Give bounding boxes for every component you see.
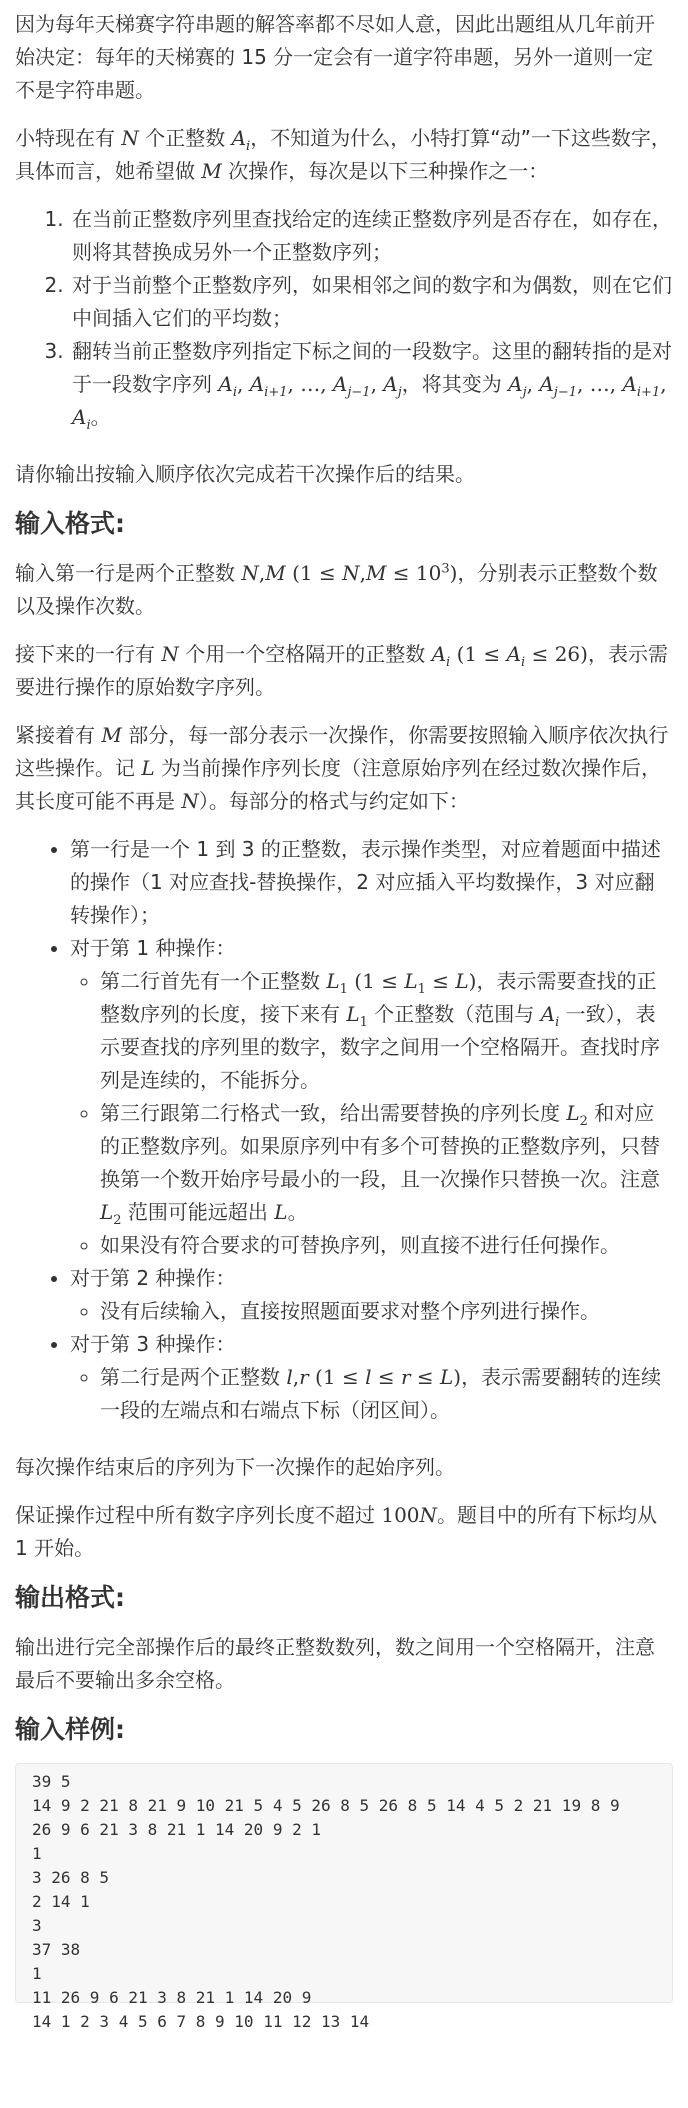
sample-input-heading: 输入样例: [15, 1715, 125, 1744]
math-M: M [201, 159, 222, 183]
output-format-heading: 输出格式: [15, 1583, 125, 1612]
bullet-operation-type: • 第一行是一个 1 到 3 的正整数，表示操作类型，对应着题面中描述的操作（1 对应查找-替换操作，2 对应插入平均数操作，3 对应翻转操作）； [70, 833, 673, 932]
operation-2-detail: ◦ 没有后续输入，直接按照题面要求对整个序列进行操作。 [100, 1295, 673, 1328]
math-100N: 100N [381, 1503, 438, 1527]
math-L: L [274, 1200, 288, 1224]
operation-1-sublist [70, 965, 673, 1262]
math-L1-constraint: $L_1$ $(1 \le L_1 \le L)$ [326, 969, 477, 997]
math-A-i: $A_i$ [231, 126, 251, 154]
input-format-heading: 输入格式: [15, 509, 125, 538]
input-format-paragraph-2: 接下来的一行有 N 个用一个空格隔开的正整数 $A_i$ $(1 \le A_i \le 26)$，表示需要进行操作的原始数字序列。 [15, 642, 668, 699]
operation-1-line-2: ◦ 第二行首先有一个正整数 $L_1$ $(1 \le L_1 \le L)$，表示需要查找的正整数序列的长度，接下来有 $L_1$ 个正整数（范围与 $A_i$ 一致），表示要查找的序列里的数字，数字之间用一个空格隔开。查找时序列是连续的，不能拆分。 [100, 965, 673, 1097]
intro-paragraph-2: 小特现在有 N 个正整数 $A_i$，不知道为什么，小特打算“动”一下这些数字，具体而言，她希望做 M 次操作，每次是以下三种操作之一： [15, 126, 671, 183]
intro-paragraph-1: 因为每年天梯赛字符串题的解答率都不尽如人意，因此出题组从几年前开始决定：每年的天梯赛的 15 分一定会有一道字符串题，另外一道则一定不是字符串题。 [15, 12, 655, 102]
math-N: N [181, 789, 199, 813]
sample-input-code-block[interactable]: 39 5 14 9 2 21 8 21 9 10 21 5 4 5 26 8 5 26 8 5 14 4 5 2 21 19 8 9 26 9 6 21 3 8 21 1 14 20 9 2 1 1 3 26 8 5 2 14 1 3 37 38 1 11 26 9 6 21 3 8 21 1 14 20 9 14 1 2 3 4 5 6 7 8 9 10 11 12 13 14 [15, 1763, 673, 2003]
operation-3: 3. 翻转当前正整数序列指定下标之间的一段数字。这里的翻转指的是对于一段数字序列 $A_i$, $A_{i+1}$, …, $A_{j-1}$, $A_j$，将其变为 $A_j$, $A_{j-1}$, …, $A_{i+1}$, $A_i$。 [70, 335, 673, 434]
input-format-paragraph-1: 输入第一行是两个正整数 N,M $(1 \le N,M \le 10^3)$，分别表示正整数个数以及操作次数。 [15, 561, 658, 618]
bullet-operation-2: • 对于第 2 种操作： ◦ 没有后续输入，直接按照题面要求对整个序列进行操作。 [70, 1262, 673, 1328]
math-A-i-constraint: $A_i$ $(1 \le A_i \le 26)$ [431, 642, 588, 670]
operation-2: 2. 对于当前整个正整数序列，如果相邻之间的数字和为偶数，则在它们中间插入它们的平均数； [70, 269, 673, 335]
math-N: N [161, 642, 179, 666]
operation-1: 1. 在当前正整数序列里查找给定的连续正整数序列是否存在，如存在，则将其替换成另外一个正整数序列； [70, 203, 673, 269]
math-l-r-constraint: l,r (1 ≤ l ≤ r ≤ L) [286, 1365, 462, 1389]
bullet-operation-3: • 对于第 3 种操作： ◦ 第二行是两个正整数 l,r (1 ≤ l ≤ r ≤ L)，表示需要翻转的连续一段的左端点和右端点下标（闭区间）。 [70, 1328, 673, 1427]
operation-3-detail: ◦ 第二行是两个正整数 l,r (1 ≤ l ≤ r ≤ L)，表示需要翻转的连续一段的左端点和右端点下标（闭区间）。 [100, 1361, 673, 1427]
math-L1: $L_1$ [346, 1002, 368, 1030]
request-paragraph: 请你输出按输入顺序依次完成若干次操作后的结果。 [15, 462, 475, 486]
math-L2: $L_2$ [100, 1200, 122, 1228]
input-format-paragraph-4: 每次操作结束后的序列为下一次操作的起始序列。 [15, 1455, 455, 1479]
operation-3-sublist [70, 1361, 673, 1427]
input-format-paragraph-5: 保证操作过程中所有数字序列长度不超过 100N。题目中的所有下标均从 1 开始。 [15, 1503, 658, 1560]
input-format-paragraph-3: 紧接着有 M 部分，每一部分表示一次操作，你需要按照输入顺序依次执行这些操作。记 L 为当前操作序列长度（注意原始序列在经过数次操作后，其长度可能不再是 N）。每部分的格式与约定如下： [15, 723, 669, 813]
math-N: N [121, 126, 139, 150]
math-L: L [141, 756, 155, 780]
math-L2: $L_2$ [566, 1101, 588, 1129]
operation-1-line-3: ◦ 第三行跟第二行格式一致，给出需要替换的序列长度 $L_2$ 和对应的正整数序列。如果原序列中有多个可替换的正整数序列，只替换第一个数开始序号最小的一段，且一次操作只替换一次。注意 $L_2$ 范围可能远超出 L。 [100, 1097, 673, 1229]
bullet-operation-1: • 对于第 1 种操作： ◦ 第二行首先有一个正整数 $L_1$ $(1 \le L_1 \le L)$，表示需要查找的正整数序列的长度，接下来有 $L_1$ 个正整数（范围与 $A_i$ 一致），表示要查找的序列里的数字，数字之间用一个空格隔开。查找时序列是连续的，不能拆分。 ◦ 第三行跟第二行格式一致，给出需要替换的序列长度 $L_2$ 和对应的正整数序列。如果原序列中有多个可替换的正整数序列，只替换第一个数开始序号最小的一段，且一次操作只替换一次。注意 $L_2$ 范围可能远超出 L。 ◦ 如果没有符合要求的可替换序列，则直接不进行任何操作。 [70, 932, 673, 1262]
math-N-M-constraint: N,M $(1 \le N,M \le 10^3)$ [241, 561, 458, 585]
operation-1-no-match: ◦ 如果没有符合要求的可替换序列，则直接不进行任何操作。 [100, 1229, 673, 1262]
input-format-bullet-list [15, 833, 673, 1427]
math-M: M [101, 723, 122, 747]
operation-2-sublist [70, 1295, 673, 1328]
output-format-paragraph: 输出进行完全部操作后的最终正整数数列，数之间用一个空格隔开，注意最后不要输出多余空格。 [15, 1635, 655, 1692]
math-sequence-reversed: $A_j$, $A_{j-1}$, …, $A_{i+1}$, $A_i$ [72, 372, 667, 433]
math-sequence-forward: $A_i$, $A_{i+1}$, …, $A_{j-1}$, $A_j$ [218, 372, 402, 400]
operation-list [15, 203, 673, 434]
math-A-i: $A_i$ [540, 1002, 560, 1030]
